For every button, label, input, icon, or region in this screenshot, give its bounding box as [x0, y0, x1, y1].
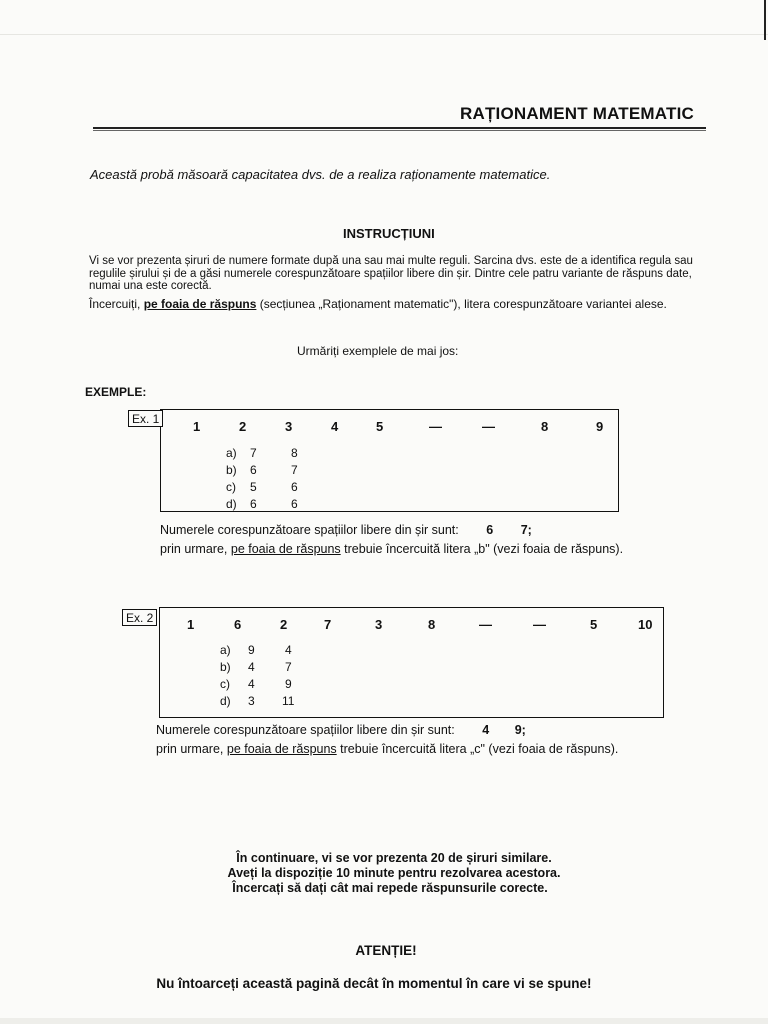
- ex1-seq-blank: —: [429, 419, 442, 434]
- warning-text: Nu întoarceți această pagină decât în momentul în care vi se spune!: [156, 976, 592, 991]
- ex1-option-value: 7: [250, 446, 257, 460]
- follow-examples-text: Urmăriți exemplele de mai jos:: [297, 344, 459, 358]
- ex1-option-value: 6: [250, 463, 257, 477]
- ex2-seq-item: 2: [280, 617, 288, 632]
- ex2-seq-item: 7: [324, 617, 332, 632]
- ex2-option-value: 3: [248, 694, 255, 708]
- ex2-option-value: 4: [248, 660, 255, 674]
- ex2-option-value: 4: [248, 677, 255, 691]
- ex2-seq-item: 5: [590, 617, 598, 632]
- ex2-result-line: [156, 742, 618, 756]
- ex2-option-value: 7: [285, 660, 292, 674]
- scan-edge-bottom: [0, 1018, 768, 1024]
- ex2-seq-item: 1: [187, 617, 195, 632]
- ex2-result-end: trebuie încercuită litera „c" (vezi foaia de răspuns).: [340, 742, 619, 756]
- ex2-result-start: prin urmare,: [156, 742, 224, 756]
- circle-note-start: Încercuiți,: [89, 297, 141, 311]
- closing-line-1: În continuare, vi se vor prezenta 20 de șiruri similare.: [236, 851, 552, 865]
- ex1-result-line: [160, 542, 623, 556]
- ex2-seq-item: 10: [638, 617, 653, 632]
- ex2-seq-item: 6: [234, 617, 242, 632]
- closing-line-2: Aveți la dispoziție 10 minute pentru rezolvarea acestora.: [227, 866, 561, 880]
- ex1-option-letter: c): [226, 480, 236, 494]
- ex1-option-value: 8: [291, 446, 298, 460]
- scan-edge-top: [0, 34, 768, 35]
- example-2-label: Ex. 2: [122, 609, 157, 626]
- circle-note-end: (secțiunea „Raționament matematic"), litera corespunzătoare variantei alese.: [259, 297, 667, 311]
- ex1-answer-line: [160, 523, 532, 537]
- ex2-answer-text: Numerele corespunzătoare spațiilor libere din șir sunt:: [156, 723, 455, 737]
- ex2-seq-blank: —: [533, 617, 546, 632]
- instructions-circle-note: [89, 298, 705, 311]
- ex2-answer-line: [156, 723, 526, 737]
- ex1-seq-item: 5: [376, 419, 384, 434]
- ex2-option-value: 9: [285, 677, 292, 691]
- example-1-label: Ex. 1: [128, 410, 163, 427]
- ex1-seq-item: 3: [285, 419, 293, 434]
- ex2-option-letter: a): [220, 643, 231, 657]
- title-rule: [93, 127, 706, 129]
- ex2-result-underlined: pe foaia de răspuns: [226, 742, 337, 756]
- ex2-option-letter: b): [220, 660, 231, 674]
- ex1-seq-blank: —: [482, 419, 495, 434]
- ex1-answer-v2: 7;: [520, 523, 532, 537]
- ex1-option-value: 6: [291, 480, 298, 494]
- ex1-seq-item: 1: [193, 419, 201, 434]
- ex1-answer-v1: 6: [486, 523, 494, 537]
- instructions-paragraph: Vi se vor prezenta șiruri de numere formate după una sau mai multe reguli. Sarcina dvs. este de a identifica regula sau regulile șirului și de a găsi numerele corespunzătoare spațiilor libere din șir. Dintre cele patru variante de răspuns date, numai una este corectă.: [89, 255, 693, 292]
- ex2-seq-blank: —: [479, 617, 492, 632]
- ex1-result-start: prin urmare,: [160, 542, 228, 556]
- instructions-title: INSTRUCȚIUNI: [343, 226, 435, 241]
- ex1-answer-text: Numerele corespunzătoare spațiilor libere din șir sunt:: [160, 523, 459, 537]
- ex1-seq-item: 9: [596, 419, 604, 434]
- ex1-option-letter: a): [226, 446, 237, 460]
- title-rule-thin: [93, 130, 706, 131]
- warning-title: ATENȚIE!: [355, 943, 417, 958]
- scan-edge-right: [764, 0, 766, 40]
- examples-title: EXEMPLE:: [85, 385, 147, 399]
- ex1-option-value: 5: [250, 480, 257, 494]
- ex2-seq-item: 8: [428, 617, 436, 632]
- ex1-seq-item: 8: [541, 419, 549, 434]
- ex1-option-value: 6: [250, 497, 257, 511]
- ex2-option-value: 11: [282, 694, 295, 708]
- ex1-option-letter: b): [226, 463, 237, 477]
- ex1-result-underlined: pe foaia de răspuns: [230, 542, 341, 556]
- ex2-option-value: 9: [248, 643, 255, 657]
- ex1-seq-item: 2: [239, 419, 247, 434]
- circle-note-underlined: pe foaia de răspuns: [143, 297, 257, 311]
- ex1-seq-item: 4: [331, 419, 339, 434]
- ex1-result-end: trebuie încercuită litera „b" (vezi foaia de răspuns).: [344, 542, 624, 556]
- ex2-option-value: 4: [285, 643, 292, 657]
- ex2-answer-v1: 4: [482, 723, 490, 737]
- ex2-seq-item: 3: [375, 617, 383, 632]
- ex2-answer-v2: 9;: [514, 723, 526, 737]
- ex1-option-value: 7: [291, 463, 298, 477]
- ex1-option-value: 6: [291, 497, 298, 511]
- ex1-option-letter: d): [226, 497, 237, 511]
- ex2-option-letter: d): [220, 694, 231, 708]
- ex2-option-letter: c): [220, 677, 230, 691]
- intro-text: Această probă măsoară capacitatea dvs. de a realiza raționamente matematice.: [90, 167, 551, 182]
- closing-line-3: Încercați să dați cât mai repede răspunsurile corecte.: [232, 881, 548, 895]
- page-title: RAȚIONAMENT MATEMATIC: [460, 104, 694, 123]
